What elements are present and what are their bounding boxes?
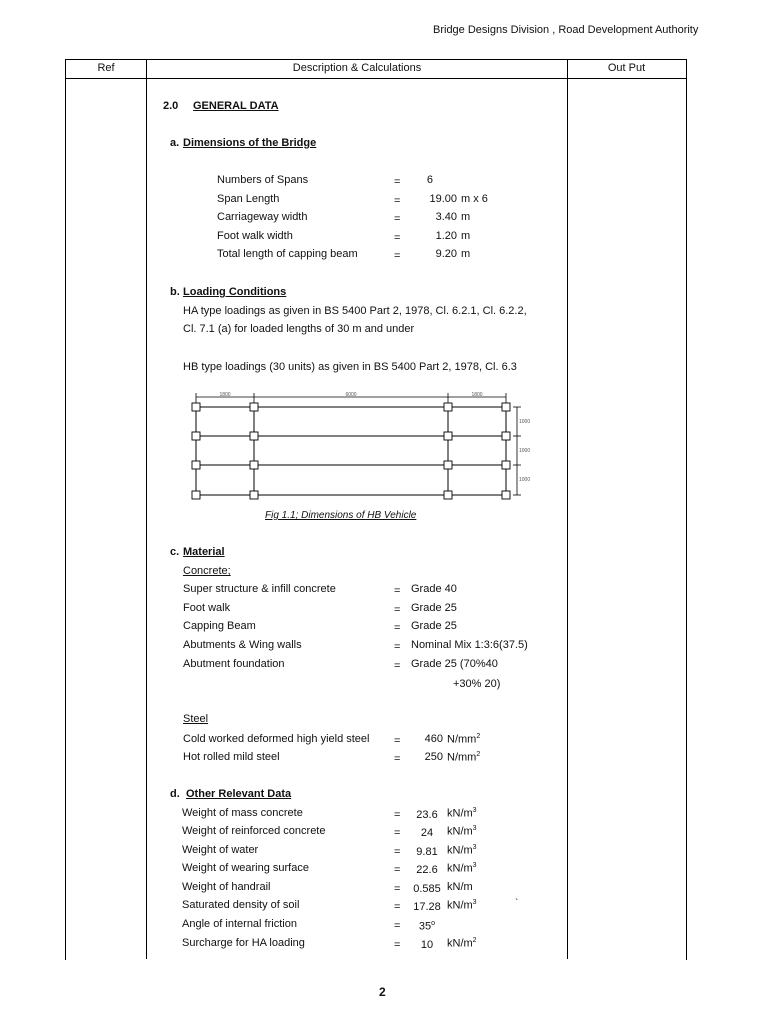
dimension-value: 1.20 (435, 230, 457, 242)
subsection-a-title: Dimensions of the Bridge (183, 137, 317, 149)
wheel-mark (250, 432, 258, 440)
foundation-mix-continued: +30% 20) (453, 678, 501, 690)
equals-sign: = (394, 585, 401, 597)
material-name: Super structure & infill concrete (183, 583, 336, 595)
property-value: 23.6 (416, 809, 438, 821)
subsection-a-label: a. (170, 137, 180, 149)
property-value: 0.585 (413, 883, 441, 895)
wheel-mark (250, 491, 258, 499)
property-value: 17.28 (413, 901, 441, 913)
stray-mark: ` (515, 898, 519, 909)
steel-value: 460 (424, 733, 443, 745)
equals-sign: = (394, 920, 401, 932)
equals-sign: = (394, 622, 401, 634)
figure-caption: Fig 1.1; Dimensions of HB Vehicle (265, 510, 417, 521)
dimension-value: 19.00 (429, 193, 457, 205)
property-name: Surcharge for HA loading (182, 937, 305, 949)
equals-sign: = (394, 604, 401, 616)
page-number: 2 (379, 985, 386, 999)
material-name: Capping Beam (183, 620, 256, 632)
wheel-group (192, 403, 510, 499)
equals-sign: = (394, 735, 401, 747)
concrete-label: Concrete; (183, 565, 231, 577)
subsection-c-title: Material (183, 546, 225, 558)
dimension-value: 6 (426, 174, 433, 186)
property-unit: $kN/m^3$ (447, 807, 477, 820)
column-divider (567, 59, 568, 959)
steel-unit: $N/mm^2$ (447, 751, 481, 764)
material-name: Abutments & Wing walls (183, 639, 302, 651)
wheel-mark (444, 432, 452, 440)
hb-loading-text: HB type loadings (30 units) as given in BS 5400 Part 2, 1978, Cl. 6.3 (183, 361, 517, 373)
dimension-value: 9.20 (435, 248, 457, 260)
dimension-label-side-3: 1000 (519, 477, 530, 483)
equals-sign: = (394, 213, 401, 225)
wheel-mark (192, 461, 200, 469)
column-divider (146, 59, 147, 959)
dimension-unit: m x 6 (461, 193, 488, 205)
dimension-unit: m (461, 248, 471, 260)
dimension-name: Numbers of Spans (217, 174, 309, 186)
equals-sign: = (394, 232, 401, 244)
description-column-header: Description & Calculations (292, 62, 422, 74)
dimension-unit: m (461, 211, 471, 223)
wheel-mark (444, 403, 452, 411)
equals-sign: = (394, 864, 401, 876)
wheel-mark (502, 461, 510, 469)
equals-sign: = (394, 901, 401, 913)
dimension-name: Span Length (217, 193, 280, 205)
wheel-mark (502, 432, 510, 440)
material-grade: Nominal Mix 1:3:6(37.5) (411, 639, 528, 651)
steel-label: Steel (183, 713, 209, 725)
dimension-label-side-1: 1000 (519, 419, 530, 425)
section-title: GENERAL DATA (193, 100, 279, 112)
dimension-name: Total length of capping beam (217, 248, 358, 260)
wheel-mark (502, 491, 510, 499)
material-grade: Grade 25 (70%40 (411, 658, 498, 670)
property-name: Weight of water (182, 844, 259, 856)
property-unit: $kN/m^3$ (447, 825, 477, 838)
wheel-mark (192, 403, 200, 411)
material-grade: Grade 25 (411, 620, 457, 632)
material-name: Abutment foundation (183, 658, 285, 670)
property-unit: $kN/m^2$ (447, 937, 477, 950)
document-header: Bridge Designs Division , Road Development Authority (433, 24, 699, 36)
wheel-mark (444, 491, 452, 499)
dimension-unit: m (461, 230, 471, 242)
property-unit: $kN/m^3$ (447, 899, 477, 912)
equals-sign: = (394, 939, 401, 951)
wheel-mark (502, 403, 510, 411)
property-value: 10 (420, 939, 434, 951)
dimension-name: Carriageway width (217, 211, 308, 223)
subsection-d-title: Other Relevant Data (186, 788, 292, 800)
ha-loading-text-line2: Cl. 7.1 (a) for loaded lengths of 30 m and under (183, 323, 415, 335)
equals-sign: = (394, 176, 401, 188)
property-value: 24 (420, 827, 434, 839)
section-number: 2.0 (163, 100, 179, 112)
dimension-name: Foot walk width (217, 230, 293, 242)
header-row-divider (65, 78, 686, 79)
material-grade: Grade 40 (411, 583, 457, 595)
property-name: Weight of mass concrete (182, 807, 303, 819)
equals-sign: = (394, 883, 401, 895)
dimension-label-top-3: 1800 (471, 392, 483, 398)
equals-sign: = (394, 195, 401, 207)
equals-sign: = (394, 753, 401, 765)
dimension-label-side-2: 1000 (519, 448, 530, 454)
property-value: 22.6 (416, 864, 438, 876)
wheel-mark (192, 491, 200, 499)
steel-name: Cold worked deformed high yield steel (183, 733, 370, 745)
subsection-b-label: b. (170, 286, 180, 298)
subsection-b-title: Loading Conditions (183, 286, 287, 298)
hb-vehicle-diagram (185, 390, 530, 508)
equals-sign: = (394, 809, 401, 821)
material-name: Foot walk (183, 602, 231, 614)
equals-sign: = (394, 641, 401, 653)
dimension-label-top-2: 6000 (345, 392, 357, 398)
ref-column-header: Ref (97, 62, 115, 74)
equals-sign: = (394, 846, 401, 858)
steel-unit: $N/mm^2$ (447, 733, 481, 746)
axle-lines (196, 407, 506, 495)
property-name: Weight of handrail (182, 881, 271, 893)
property-value: 35$^o$ (418, 920, 436, 933)
property-name: Weight of wearing surface (182, 862, 309, 874)
subsection-d-label: d. (170, 788, 180, 800)
property-unit: kN/m (447, 881, 473, 893)
equals-sign: = (394, 660, 401, 672)
equals-sign: = (394, 250, 401, 262)
property-name: Saturated density of soil (182, 899, 300, 911)
material-grade: Grade 25 (411, 602, 457, 614)
property-name: Angle of internal friction (182, 918, 297, 930)
ha-loading-text-line1: HA type loadings as given in BS 5400 Part 2, 1978, Cl. 6.2.1, Cl. 6.2.2, (183, 305, 527, 317)
wheel-mark (250, 461, 258, 469)
property-name: Weight of reinforced concrete (182, 825, 326, 837)
wheel-mark (250, 403, 258, 411)
dimension-value: 3.40 (435, 211, 457, 223)
steel-name: Hot rolled mild steel (183, 751, 280, 763)
dimension-label-top-1: 1800 (219, 392, 231, 398)
wheel-mark (192, 432, 200, 440)
equals-sign: = (394, 827, 401, 839)
property-unit: $kN/m^3$ (447, 844, 477, 857)
property-unit: $kN/m^3$ (447, 862, 477, 875)
steel-value: 250 (424, 751, 443, 763)
subsection-c-label: c. (170, 546, 180, 558)
wheel-mark (444, 461, 452, 469)
property-value: 9.81 (416, 846, 438, 858)
output-column-header: Out Put (607, 62, 646, 74)
